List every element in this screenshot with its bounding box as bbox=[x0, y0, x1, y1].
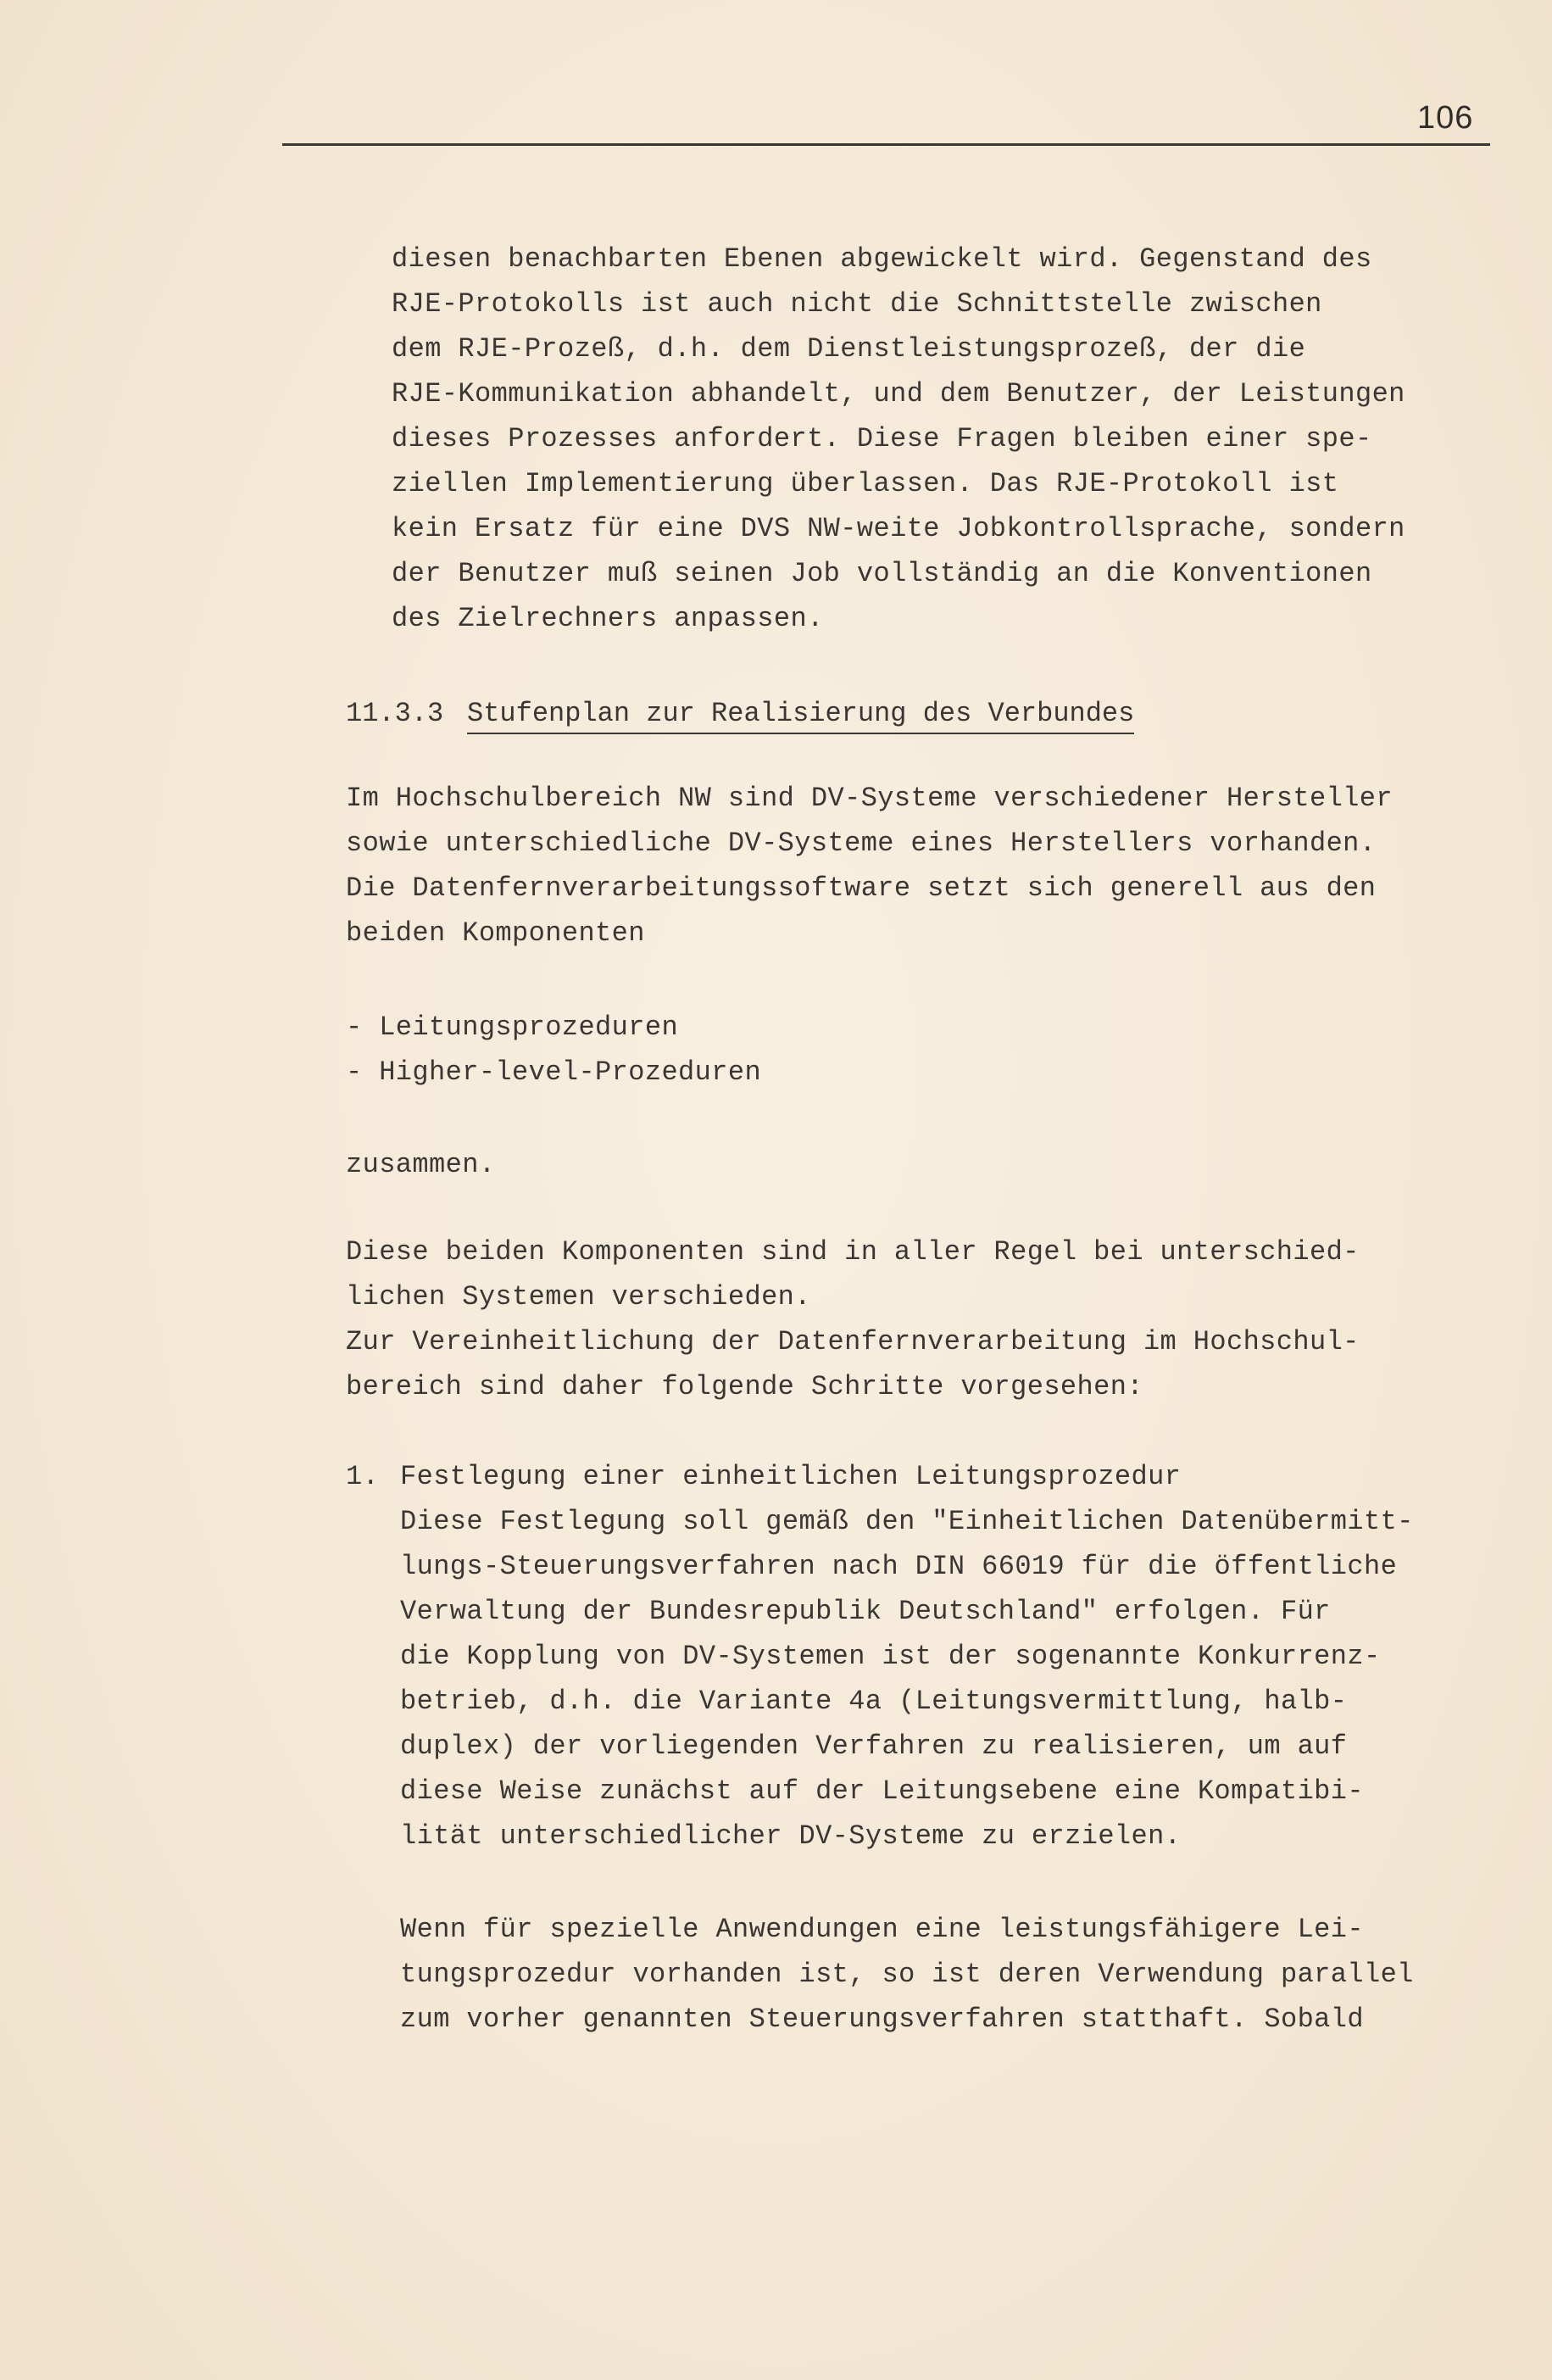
paragraph-1-line: des Zielrechners anpassen. bbox=[392, 603, 824, 634]
step-marker: 1. bbox=[346, 1461, 380, 1492]
paragraph-1-line: der Benutzer muß seinen Job vollständig an die Konventionen bbox=[392, 558, 1372, 589]
step-followup-line: Wenn für spezielle Anwendungen eine leistungsfähigere Lei- bbox=[400, 1914, 1364, 1945]
paragraph-3-line: Zur Vereinheitlichung der Datenfernverarbeitung im Hochschul- bbox=[346, 1326, 1360, 1357]
paragraph-1-line: RJE-Kommunikation abhandelt, und dem Benutzer, der Leistungen bbox=[392, 378, 1405, 410]
step-line: duplex) der vorliegenden Verfahren zu realisieren, um auf bbox=[400, 1731, 1348, 1762]
paragraph-1-line: RJE-Protokolls ist auch nicht die Schnittstelle zwischen bbox=[392, 288, 1322, 320]
page-number: 106 bbox=[1417, 100, 1474, 136]
step-line: lungs-Steuerungsverfahren nach DIN 66019 für die öffentliche bbox=[400, 1551, 1398, 1582]
paragraph-2-line: Die Datenfernverarbeitungssoftware setzt sich generell aus den bbox=[346, 872, 1377, 904]
paragraph-text: zusammen. bbox=[346, 1149, 496, 1180]
list-item: - Higher-level-Prozeduren bbox=[346, 1056, 762, 1088]
paragraph-3-line: bereich sind daher folgende Schritte vorgesehen: bbox=[346, 1371, 1143, 1402]
paragraph-1-line: kein Ersatz für eine DVS NW-weite Jobkontrollsprache, sondern bbox=[392, 513, 1405, 544]
paragraph-3-line: lichen Systemen verschieden. bbox=[346, 1281, 811, 1313]
paragraph-3-line: Diese beiden Komponenten sind in aller Regel bei unterschied- bbox=[346, 1236, 1360, 1268]
paragraph-1-line: dieses Prozesses anfordert. Diese Fragen bleiben einer spe- bbox=[392, 423, 1372, 454]
paragraph-2-line: beiden Komponenten bbox=[346, 917, 645, 949]
paragraph-1-line: ziellen Implementierung überlassen. Das RJE-Protokoll ist bbox=[392, 468, 1339, 499]
step-line: diese Weise zunächst auf der Leitungsebene eine Kompatibi- bbox=[400, 1775, 1364, 1807]
step-followup-line: zum vorher genannten Steuerungsverfahren statthaft. Sobald bbox=[400, 2004, 1364, 2035]
step-title: Festlegung einer einheitlichen Leitungsprozedur bbox=[400, 1461, 1182, 1492]
section-number: 11.3.3 bbox=[346, 698, 444, 729]
paragraph-1-line: dem RJE-Prozeß, d.h. dem Dienstleistungsprozeß, der die bbox=[392, 333, 1306, 365]
step-line: betrieb, d.h. die Variante 4a (Leitungsvermittlung, halb- bbox=[400, 1686, 1348, 1717]
step-line: die Kopplung von DV-Systemen ist der sogenannte Konkurrenz- bbox=[400, 1641, 1381, 1672]
header-rule bbox=[282, 143, 1490, 146]
section-title: Stufenplan zur Realisierung des Verbundes bbox=[467, 697, 1134, 734]
paragraph-2-line: sowie unterschiedliche DV-Systeme eines Herstellers vorhanden. bbox=[346, 828, 1377, 859]
paragraph-2-line: Im Hochschulbereich NW sind DV-Systeme verschiedener Hersteller bbox=[346, 783, 1393, 814]
paragraph-1-line: diesen benachbarten Ebenen abgewickelt wird. Gegenstand des bbox=[392, 243, 1372, 275]
step-line: lität unterschiedlicher DV-Systeme zu erzielen. bbox=[400, 1820, 1182, 1852]
step-line: Diese Festlegung soll gemäß den "Einheitlichen Datenübermitt- bbox=[400, 1506, 1414, 1537]
step-followup-line: tungsprozedur vorhanden ist, so ist deren Verwendung parallel bbox=[400, 1959, 1414, 1990]
step-line: Verwaltung der Bundesrepublik Deutschland" erfolgen. Für bbox=[400, 1596, 1331, 1627]
list-item: - Leitungsprozeduren bbox=[346, 1012, 679, 1043]
